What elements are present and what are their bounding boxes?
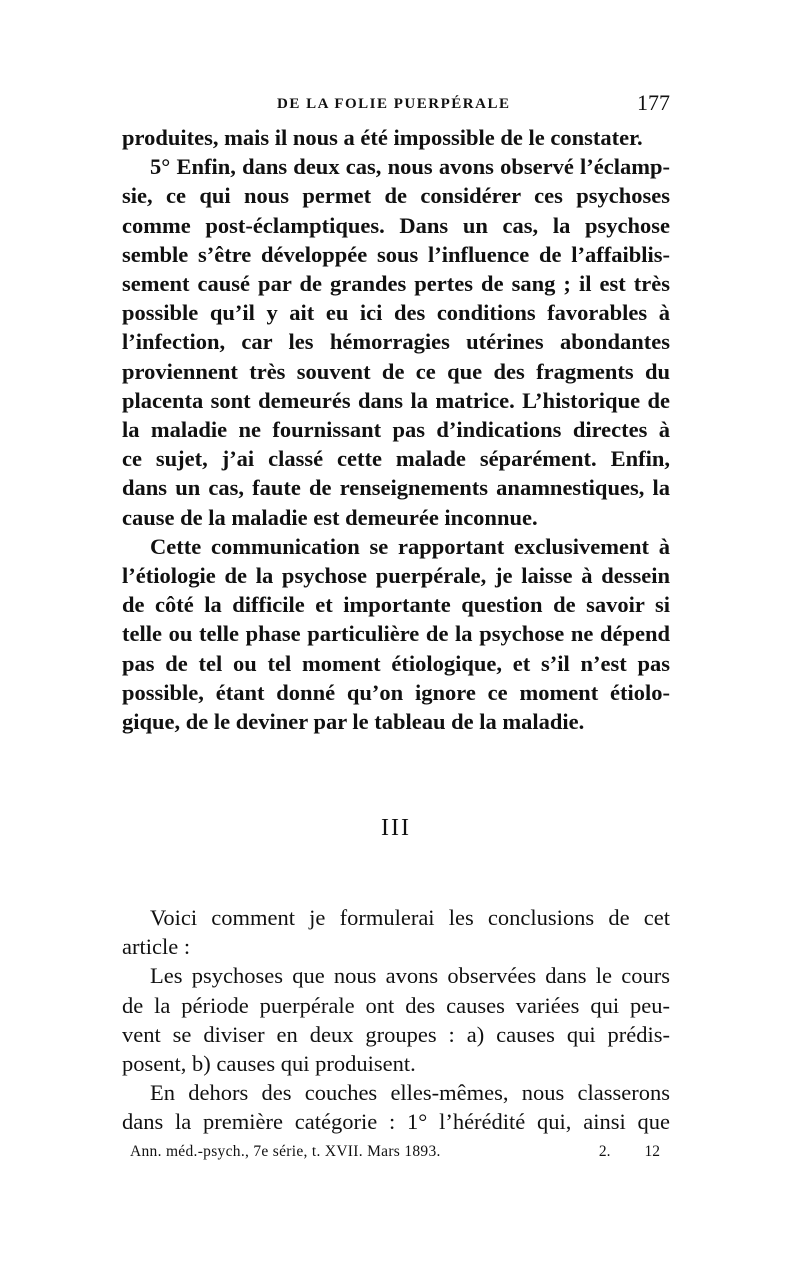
text-line: cause de la maladie est demeurée inconnue.: [122, 504, 538, 530]
text-line: Les psychoses que nous avons observées dans le cours: [150, 963, 670, 989]
text-line: l’infection, car les hémorragies utérines abondantes: [122, 329, 670, 355]
journal-reference: Ann. méd.-psych., 7e série, t. XVII. Mars 1893.: [130, 1143, 441, 1160]
body-text-lower: [122, 903, 670, 1137]
text-line: telle ou telle phase particulière de la psychose ne dépend: [122, 621, 670, 647]
text-line: ce sujet, j’ai classé cette malade séparément. Enfin,: [122, 446, 670, 472]
text-line: pas de tel ou tel moment étiologique, et s’il n’est pas: [122, 650, 670, 676]
running-head: DE LA FOLIE PUERPÉRALE: [277, 96, 511, 112]
text-line: sie, ce qui nous permet de considérer ces psychoses: [122, 183, 670, 209]
paragraph-4: [122, 903, 670, 961]
text-line: dans la première catégorie : 1° l’hérédité qui, ainsi que: [122, 1109, 670, 1135]
text-line: de côté la difficile et importante question de savoir si: [122, 592, 670, 618]
paragraph-3: [122, 532, 670, 736]
page-number: 177: [637, 90, 670, 115]
text-line: En dehors des couches elles-mêmes, nous classerons: [150, 1080, 670, 1106]
paragraph-5: [122, 961, 670, 1078]
text-line: possible, étant donné qu’on ignore ce moment étiolo-: [122, 679, 670, 705]
paragraph-2: [122, 152, 670, 532]
text-line: produites, mais il nous a été impossible de le constater.: [122, 125, 643, 150]
text-line: gique, de le deviner par le tableau de la maladie.: [122, 709, 585, 735]
signature-mark: 2.: [598, 1143, 611, 1160]
text-line: proviennent très souvent de ce que des fragments du: [122, 358, 670, 384]
text-line: Voici comment je formulerai les conclusions de cet: [150, 905, 670, 930]
text-line: placenta sont demeurés dans la matrice. L’historique de: [122, 387, 670, 413]
page-header: [122, 92, 670, 118]
text-line: vent se diviser en deux groupes : a) causes qui prédis-: [122, 1021, 670, 1047]
text-line: dans un cas, faute de renseignements anamnestiques, la: [122, 475, 670, 501]
signature-number: 12: [644, 1143, 660, 1160]
text-line: l’étiologie de la psychose puerpérale, je laisse à dessein: [122, 563, 670, 589]
text-line: article :: [122, 934, 191, 960]
text-line: comme post-éclamptiques. Dans un cas, la psychose: [122, 212, 670, 238]
text-line: Cette communication se rapportant exclusivement à: [150, 533, 670, 559]
text-line: posent, b) causes qui produisent.: [122, 1051, 416, 1077]
text-line: sement causé par de grandes pertes de sang ; il est très: [122, 271, 670, 297]
text-line: la maladie ne fournissant pas d’indications directes à: [122, 417, 670, 443]
page-footer: [130, 1143, 660, 1161]
text-line: de la période puerpérale ont des causes variées qui peu-: [122, 992, 670, 1018]
text-line: semble s’être développée sous l’influence de l’affaiblis-: [122, 241, 670, 267]
section-heading: III: [381, 815, 411, 841]
paragraph-1: [122, 123, 670, 152]
text-line: possible qu’il y ait eu ici des conditions favorables à: [122, 300, 670, 326]
paragraph-6: [122, 1078, 670, 1136]
text-line: 5° Enfin, dans deux cas, nous avons observé l’éclamp-: [150, 154, 670, 180]
printer-signature: [599, 1143, 660, 1161]
body-text-upper: [122, 123, 670, 736]
